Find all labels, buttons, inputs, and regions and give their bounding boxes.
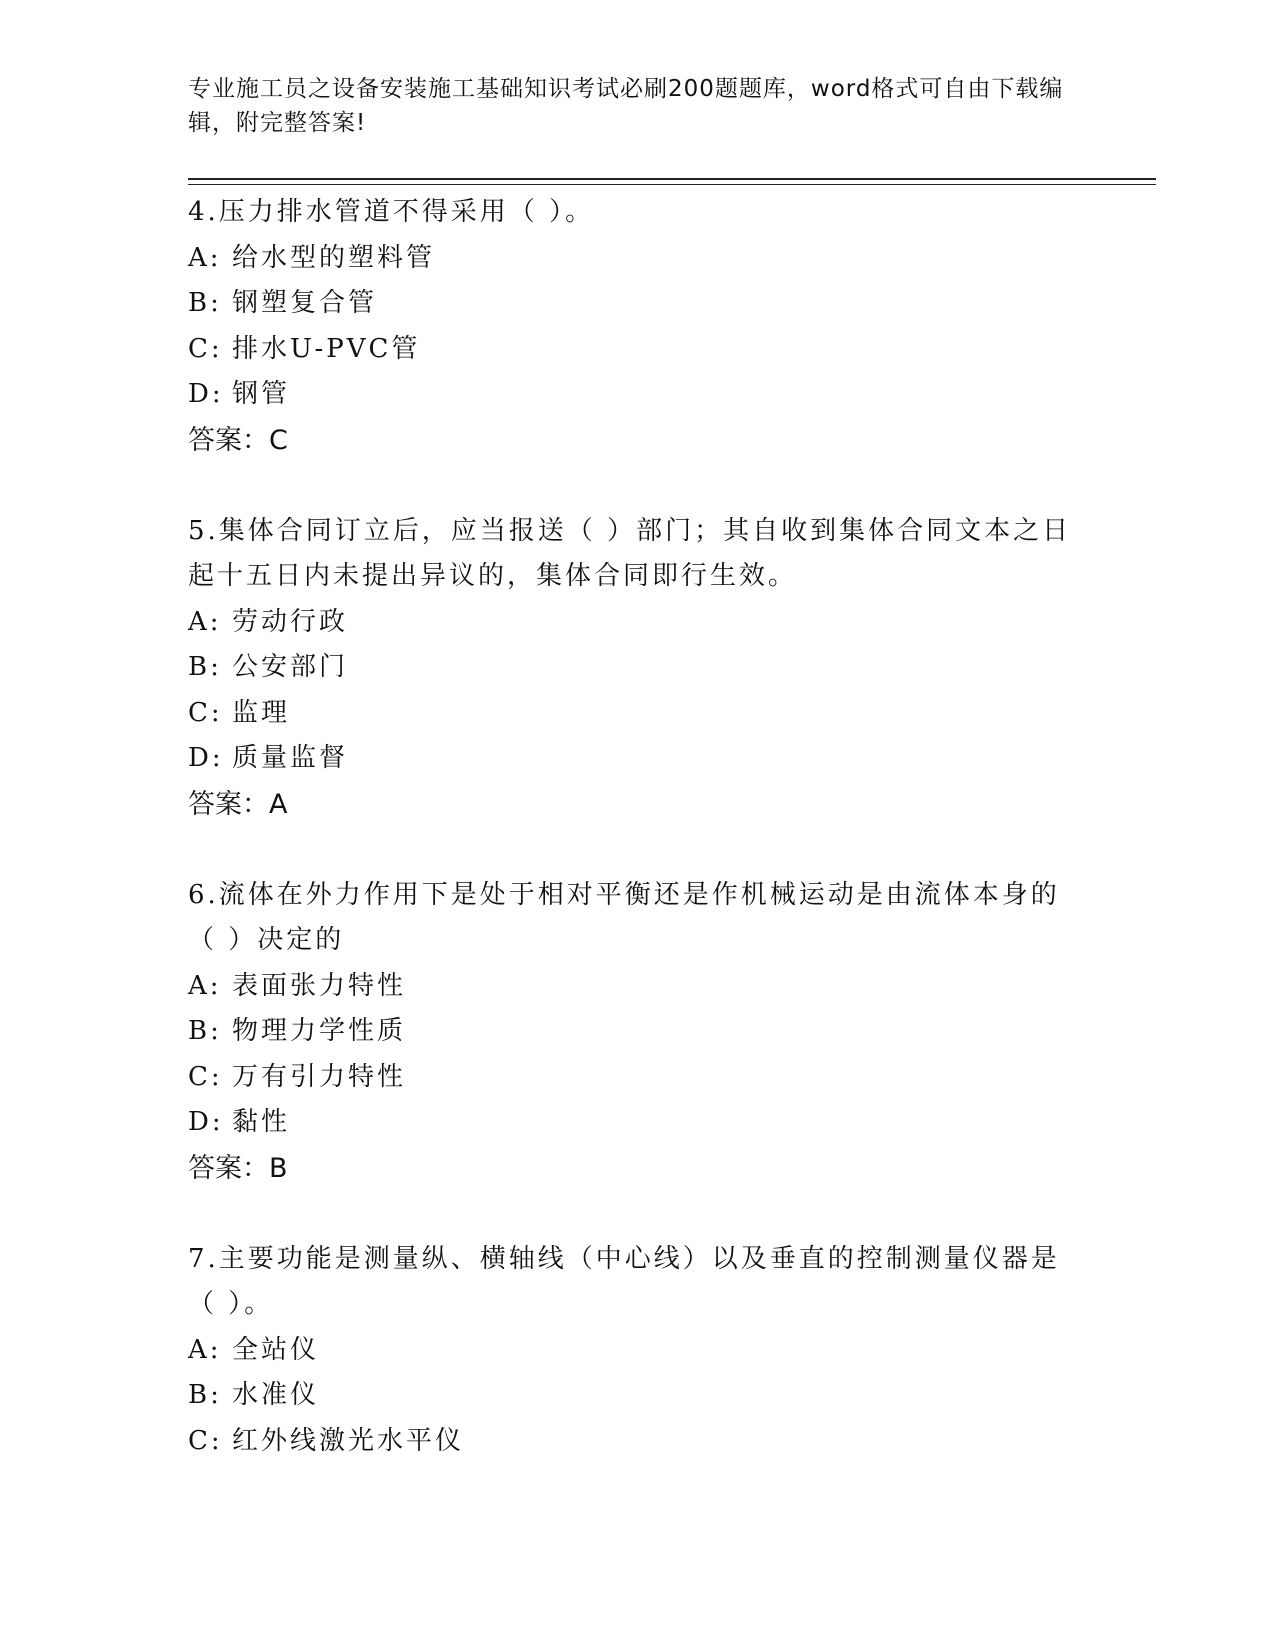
option-letter: C:: [188, 1425, 223, 1456]
option-a: [188, 600, 1088, 646]
question-7: [188, 1237, 1088, 1465]
option-b: [188, 1373, 1088, 1419]
option-text: 黏性: [232, 1107, 291, 1137]
option-letter: C:: [188, 333, 223, 364]
question-stem: 7.主要功能是测量纵、横轴线（中心线）以及垂直的控制测量仪器是（ ）。: [188, 1243, 1060, 1319]
option-text: 质量监督: [232, 743, 349, 773]
answer-line: 答案：B: [188, 1152, 288, 1184]
option-letter: D:: [188, 743, 224, 773]
option-letter: A:: [188, 606, 222, 637]
question-stem: 4.压力排水管道不得采用（ ）。: [188, 197, 595, 227]
option-a: [188, 1328, 1088, 1374]
option-c: [188, 1419, 1088, 1465]
option-letter: A:: [188, 970, 222, 1001]
option-text: 劳动行政: [232, 606, 349, 637]
option-b: [188, 1009, 1088, 1055]
option-a: [188, 964, 1088, 1010]
option-letter: D:: [188, 1107, 224, 1137]
option-d: [188, 736, 1088, 782]
option-d: [188, 1100, 1088, 1146]
option-c: [188, 327, 1088, 373]
option-text: 排水U-PVC管: [232, 333, 421, 364]
question-5: [188, 509, 1088, 828]
question-stem: 5.集体合同订立后，应当报送（ ）部门；其自收到集体合同文本之日起十五日内未提出异议的，集体合同即行生效。: [188, 515, 1072, 591]
question-list: [188, 190, 1088, 1464]
answer-line: 答案：A: [188, 788, 288, 820]
option-c: [188, 691, 1088, 737]
option-letter: A:: [188, 242, 222, 273]
option-text: 钢塑复合管: [232, 288, 378, 318]
question-spacer: [188, 464, 1088, 509]
option-text: 水准仪: [232, 1380, 320, 1410]
option-text: 万有引力特性: [232, 1061, 407, 1092]
option-letter: C:: [188, 697, 223, 728]
question-stem: 6.流体在外力作用下是处于相对平衡还是作机械运动是由流体本身的（ ）决定的: [188, 879, 1060, 955]
option-a: [188, 236, 1088, 282]
option-text: 物理力学性质: [232, 1016, 407, 1046]
option-letter: B:: [188, 288, 222, 318]
option-text: 红外线激光水平仪: [232, 1425, 465, 1456]
question-4: [188, 190, 1088, 464]
question-spacer: [188, 828, 1088, 873]
option-letter: C:: [188, 1061, 223, 1092]
header-divider-thin: [188, 184, 1156, 185]
option-text: 表面张力特性: [232, 970, 407, 1001]
option-text: 钢管: [232, 379, 291, 409]
option-letter: B:: [188, 1380, 222, 1410]
option-text: 给水型的塑料管: [232, 242, 436, 273]
option-text: 监理: [232, 697, 291, 728]
question-6: [188, 873, 1088, 1192]
option-letter: B:: [188, 652, 222, 682]
option-letter: B:: [188, 1016, 222, 1046]
option-text: 全站仪: [232, 1334, 320, 1365]
question-spacer: [188, 1192, 1088, 1237]
option-letter: A:: [188, 1334, 222, 1365]
option-c: [188, 1055, 1088, 1101]
option-b: [188, 281, 1088, 327]
document-header: 专业施工员之设备安装施工基础知识考试必刷200题题库，word格式可自由下载编辑，附完整答案!: [188, 76, 1064, 136]
header-divider-thick: [188, 178, 1156, 180]
option-b: [188, 645, 1088, 691]
option-text: 公安部门: [232, 652, 349, 682]
option-letter: D:: [188, 379, 224, 409]
answer-line: 答案：C: [188, 424, 288, 456]
option-d: [188, 372, 1088, 418]
